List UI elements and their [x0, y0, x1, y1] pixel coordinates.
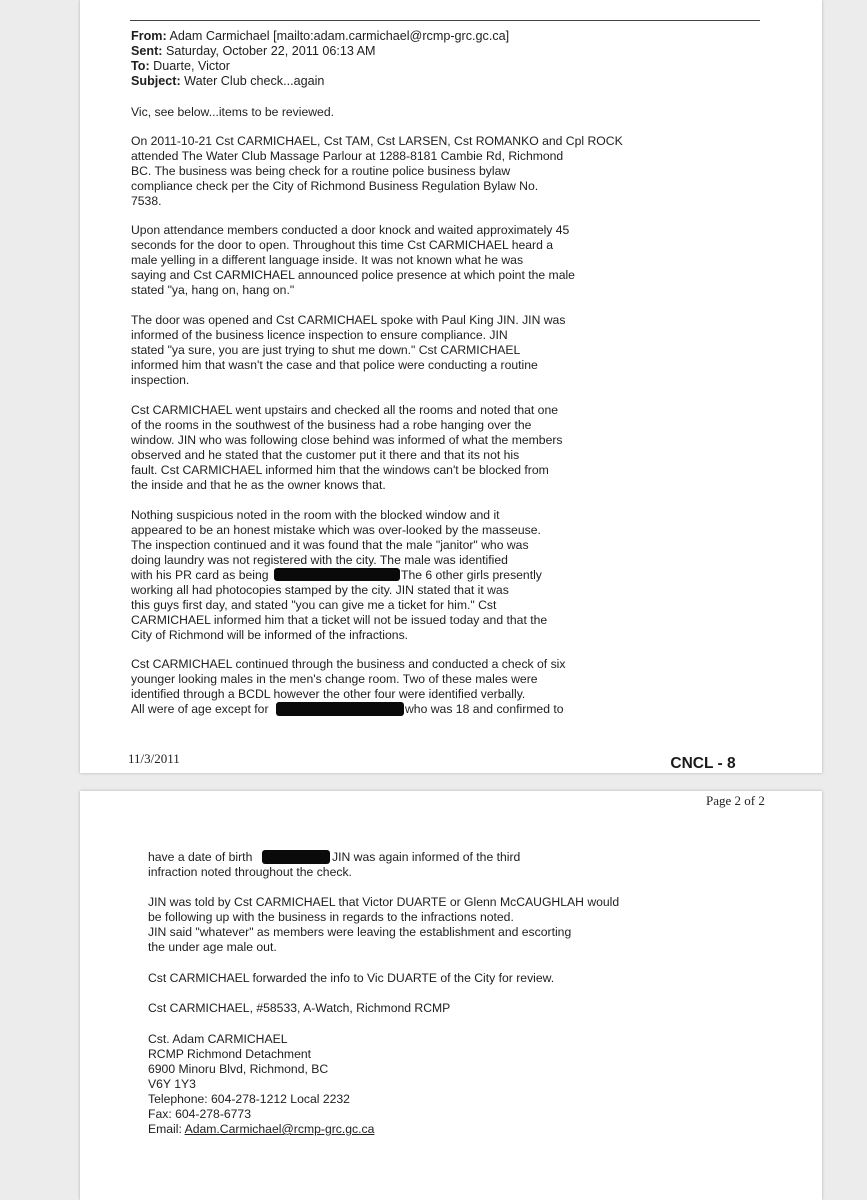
signature-detachment: RCMP Richmond Detachment [148, 1047, 312, 1061]
header-divider [130, 20, 760, 21]
p5-line: doing laundry was not registered with the city. The male was identified [131, 553, 508, 567]
sent-value: Saturday, October 22, 2011 06:13 AM [162, 44, 376, 58]
email-link[interactable]: Adam.Carmichael@rcmp-grc.gc.ca [184, 1122, 375, 1136]
p2-2-line: be following up with the business in regards to the infractions noted. [148, 910, 514, 924]
subject-label: Subject: [131, 74, 181, 88]
p1-line: attended The Water Club Massage Parlour at 1288-8181 Cambie Rd, Richmond [131, 149, 564, 163]
from-label: From: [131, 29, 167, 43]
redaction-bar [262, 850, 330, 864]
p5-line: Nothing suspicious noted in the room with the blocked window and it [131, 508, 500, 522]
redaction-bar [276, 702, 404, 716]
document-page-2 [80, 791, 822, 1200]
p5-line: this guys first day, and stated "you can give me a ticket for him." Cst [131, 598, 497, 612]
stamp-line-1: CNCL - 8 [670, 755, 736, 772]
p1-line: On 2011-10-21 Cst CARMICHAEL, Cst TAM, Cst LARSEN, Cst ROMANKO and Cpl ROCK [131, 134, 623, 148]
p2-line: seconds for the door to open. Throughout this time Cst CARMICHAEL heard a [131, 238, 554, 252]
p3-line: informed of the business licence inspection to ensure compliance. JIN [131, 328, 508, 342]
p4-line: window. JIN who was following close behind was informed of what the members [131, 433, 563, 447]
p6-line: identified through a BCDL however the other four were identified verbally. [131, 687, 526, 701]
p4-line: observed and he stated that the customer put it there and that its not his [131, 448, 520, 462]
signature-telephone: Telephone: 604-278-1212 Local 2232 [148, 1092, 350, 1106]
to-label: To: [131, 59, 150, 73]
document-page-1 [80, 0, 822, 773]
p2-2-line: the under age male out. [148, 940, 277, 954]
p2-1-line-end: JIN was again informed of the third [332, 850, 521, 864]
p5-line: appeared to be an honest mistake which was over-looked by the masseuse. [131, 523, 541, 537]
intro-line: Vic, see below...items to be reviewed. [131, 105, 335, 119]
to-value: Duarte, Victor [149, 59, 230, 73]
subject-value: Water Club check...again [180, 74, 325, 88]
p2-1-line-start: have a date of birth [148, 850, 253, 864]
p1-line: 7538. [131, 194, 162, 208]
page-number: Page 2 of 2 [706, 793, 765, 808]
p1-line: BC. The business was being check for a routine police business bylaw [131, 164, 511, 178]
signature-postal: V6Y 1Y3 [148, 1077, 196, 1091]
signature-address: 6900 Minoru Blvd, Richmond, BC [148, 1062, 329, 1076]
p2-line: saying and Cst CARMICHAEL announced police presence at which point the male [131, 268, 575, 282]
p4-line: of the rooms in the southwest of the business had a robe hanging over the [131, 418, 532, 432]
p3-line: The door was opened and Cst CARMICHAEL spoke with Paul King JIN. JIN was [131, 313, 566, 327]
p2-4-line: Cst CARMICHAEL, #58533, A-Watch, Richmond RCMP [148, 1001, 451, 1015]
p2-line: male yelling in a different language inside. It was not known what he was [131, 253, 524, 267]
email-to-line [131, 59, 230, 74]
p5-line: City of Richmond will be informed of the infractions. [131, 628, 409, 642]
p6-redacted-line-start: All were of age except for [131, 702, 269, 716]
p6-line: Cst CARMICHAEL continued through the business and conducted a check of six [131, 657, 566, 671]
p4-line: fault. Cst CARMICHAEL informed him that the windows can't be blocked from [131, 463, 549, 477]
sent-label: Sent: [131, 44, 163, 58]
p4-line: the inside and that he as the owner knows that. [131, 478, 386, 492]
redaction-bar [274, 568, 400, 581]
signature-email-line [148, 1122, 374, 1137]
email-subject-line [131, 74, 324, 89]
signature-fax: Fax: 604-278-6773 [148, 1107, 251, 1121]
p2-1-line: infraction noted throughout the check. [148, 865, 352, 879]
p5-line: The inspection continued and it was found that the male "janitor" who was [131, 538, 529, 552]
signature-name: Cst. Adam CARMICHAEL [148, 1032, 288, 1046]
p2-line: stated "ya, hang on, hang on." [131, 283, 295, 297]
p5-line: CARMICHAEL informed him that a ticket will not be issued today and that the [131, 613, 548, 627]
p5-line: working all had photocopies stamped by the city. JIN stated that it was [131, 583, 509, 597]
p6-line: younger looking males in the men's change room. Two of these males were [131, 672, 538, 686]
email-sent-line [131, 44, 376, 59]
p1-line: compliance check per the City of Richmond Business Regulation Bylaw No. [131, 179, 539, 193]
print-date: 11/3/2011 [128, 751, 180, 766]
email-label: Email: [148, 1122, 185, 1136]
p2-2-line: JIN was told by Cst CARMICHAEL that Victor DUARTE or Glenn McCAUGHLAH would [148, 895, 620, 909]
from-value: Adam Carmichael [mailto:adam.carmichael@rcmp-grc.gc.ca] [166, 29, 510, 43]
p3-line: informed him that wasn't the case and that police were conducting a routine [131, 358, 538, 372]
p6-redacted-line-end: who was 18 and confirmed to [405, 702, 564, 716]
email-from-line [131, 29, 509, 44]
p2-2-line: JIN said "whatever" as members were leaving the establishment and escorting [148, 925, 572, 939]
p5-redacted-line-end: The 6 other girls presently [401, 568, 542, 582]
p3-line: inspection. [131, 373, 190, 387]
p2-line: Upon attendance members conducted a door knock and waited approximately 45 [131, 223, 570, 237]
p4-line: Cst CARMICHAEL went upstairs and checked all the rooms and noted that one [131, 403, 559, 417]
p2-3-line: Cst CARMICHAEL forwarded the info to Vic DUARTE of the City for review. [148, 971, 555, 985]
p5-redacted-line-start: with his PR card as being [131, 568, 269, 582]
p3-line: stated "ya sure, you are just trying to shut me down." Cst CARMICHAEL [131, 343, 521, 357]
